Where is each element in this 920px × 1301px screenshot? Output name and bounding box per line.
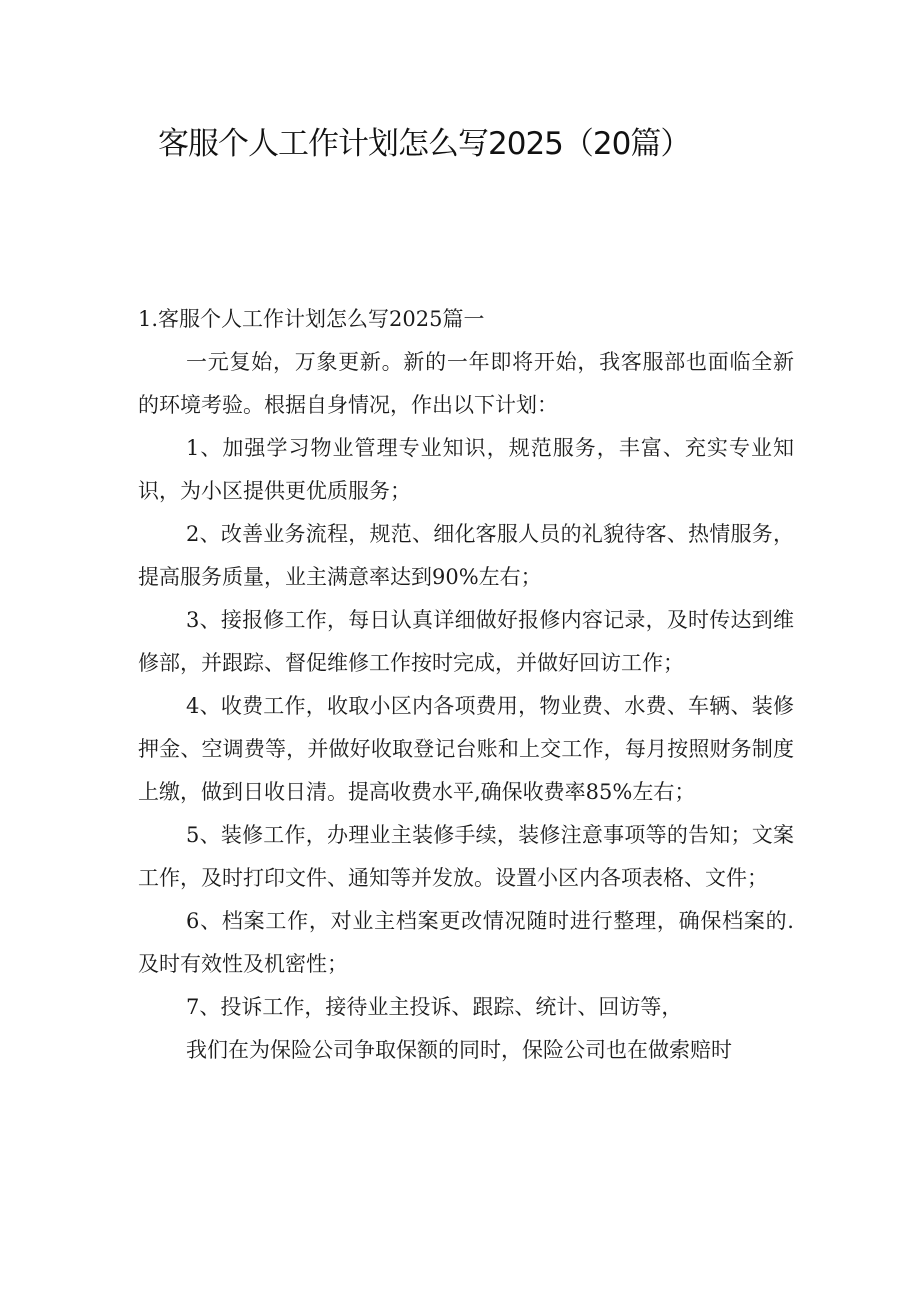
paragraph-item-4: 4、收费工作，收取小区内各项费用，物业费、水费、车辆、装修押金、空调费等，并做好收取登记台账和上交工作，每月按照财务制度上缴，做到日收日清。提高收费水平,确保收费率85%左右； — [138, 694, 794, 804]
paragraph-item-3: 3、接报修工作，每日认真详细做好报修内容记录，及时传达到维修部，并跟踪、督促维修工作按时完成，并做好回访工作； — [138, 608, 794, 675]
document-title: 客服个人工作计划怎么写2025（20篇） — [158, 126, 691, 162]
section-heading: 1.客服个人工作计划怎么写2025篇一 — [138, 307, 485, 331]
paragraph-continuation: 我们在为保险公司争取保额的同时，保险公司也在做索赔时 — [186, 1038, 732, 1062]
paragraph-intro: 一元复始，万象更新。新的一年即将开始，我客服部也面临全新的环境考验。根据自身情况，作出以下计划： — [138, 350, 794, 417]
document-body — [138, 298, 794, 1072]
paragraph-item-2: 2、改善业务流程，规范、细化客服人员的礼貌待客、热情服务，提高服务质量，业主满意率达到90%左右； — [138, 522, 794, 589]
paragraph-item-7: 7、投诉工作，接待业主投诉、跟踪、统计、回访等， — [186, 995, 683, 1019]
paragraph-item-5: 5、装修工作，办理业主装修手续，装修注意事项等的告知；文案工作，及时打印文件、通知等并发放。设置小区内各项表格、文件； — [138, 823, 794, 890]
paragraph-item-6: 6、档案工作，对业主档案更改情况随时进行整理，确保档案的.及时有效性及机密性； — [138, 909, 794, 976]
paragraph-item-1: 1、加强学习物业管理专业知识，规范服务，丰富、充实专业知识，为小区提供更优质服务； — [138, 436, 794, 503]
